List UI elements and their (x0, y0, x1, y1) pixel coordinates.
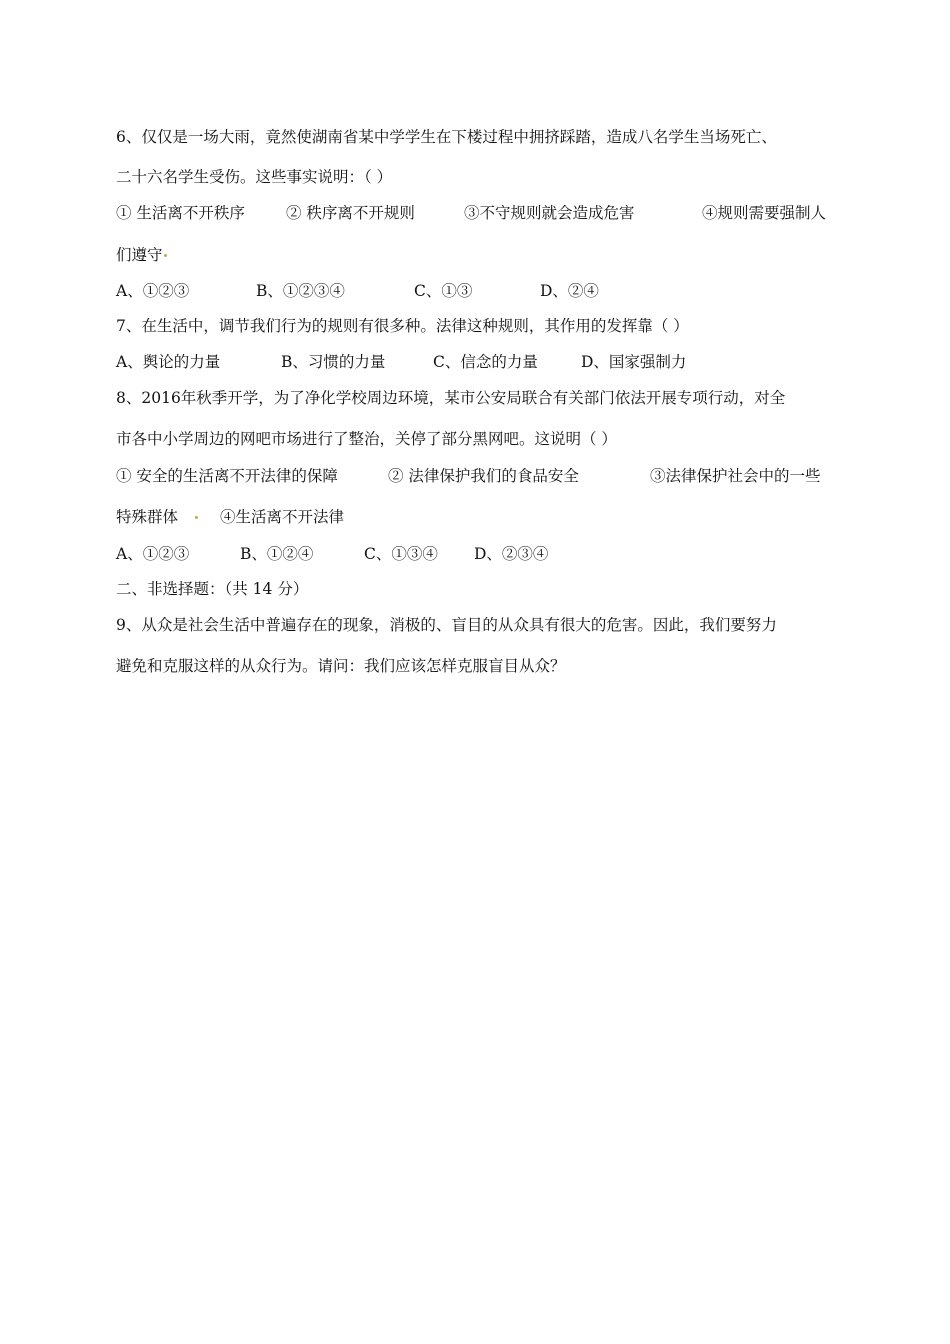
q7-options-row (116, 351, 838, 373)
q8-option-c: C、①③④ (364, 545, 438, 563)
q6-stem-text-2: 二十六名学生受伤。这些事实说明：（ ） (116, 168, 393, 186)
q9-stem-line2 (116, 655, 838, 677)
q7-stem-line (116, 315, 838, 337)
q6-statement-1: ① 生活离不开秩序 (116, 204, 245, 222)
q6-option-d: D、②④ (540, 282, 599, 300)
q6-stem-text-1: 6、仅仅是一场大雨，竟然使湖南省某中学学生在下楼过程中拥挤踩踏，造成八名学生当场死亡、 (116, 128, 777, 146)
q7-option-c: C、信念的力量 (433, 353, 538, 371)
q8-stem-text-2: 市各中小学周边的网吧市场进行了整治，关停了部分黑网吧。这说明（ ） (116, 430, 617, 448)
q7-option-d: D、国家强制力 (581, 353, 687, 371)
q6-statement-2: ② 秩序离不开规则 (286, 204, 415, 222)
q8-statements-row2 (116, 506, 838, 528)
q6-statements-row2 (116, 244, 838, 266)
q6-stem-line2 (116, 166, 838, 188)
q8-statements-row (116, 465, 838, 487)
q8-stem-line1 (116, 387, 838, 409)
q9-stem-text-2: 避免和克服这样的从众行为。请问：我们应该怎样克服盲目从众？ (116, 657, 566, 675)
q8-statement-3-part1: ③法律保护社会中的一些 (650, 467, 821, 485)
q8-stem-text-1: 8、2016年秋季开学，为了净化学校周边环境，某市公安局联合有关部门依法开展专项行动，对全 (116, 389, 786, 407)
q7-option-b: B、习惯的力量 (281, 353, 386, 371)
q6-option-a: A、①②③ (116, 282, 190, 300)
q9-stem-text-1: 9、从众是社会生活中普遍存在的现象，消极的、盲目的从众具有很大的危害。因此，我们要努力 (116, 616, 777, 634)
q8-option-b: B、①②④ (240, 545, 314, 563)
q6-option-b: B、①②③④ (256, 282, 345, 300)
q9-stem-line1 (116, 614, 838, 636)
section2-heading-text: 二、非选择题：（共 14 分） (116, 580, 309, 598)
q6-statements-row (116, 202, 838, 224)
q8-statement-3-part2: 特殊群体 (116, 508, 179, 526)
stray-dot-mark (164, 254, 167, 257)
q6-statement-3: ③不守规则就会造成危害 (464, 204, 635, 222)
q6-option-c: C、①③ (414, 282, 473, 300)
q6-options-row (116, 280, 838, 302)
q6-statement-4-part2: 们遵守 (116, 246, 163, 264)
q8-option-d: D、②③④ (474, 545, 549, 563)
q8-options-row (116, 543, 838, 565)
stray-dot-mark-2 (195, 516, 198, 519)
q6-statement-4-part1: ④规则需要强制人 (702, 204, 827, 222)
q8-statement-4: ④生活离不开法律 (220, 508, 345, 526)
q8-option-a: A、①②③ (116, 545, 190, 563)
q8-statement-1: ① 安全的生活离不开法律的保障 (116, 467, 338, 485)
q7-option-a: A、舆论的力量 (116, 353, 221, 371)
q6-stem-line1 (116, 126, 838, 148)
q8-statement-2: ② 法律保护我们的食品安全 (388, 467, 579, 485)
section2-heading (116, 578, 838, 600)
q7-stem-text: 7、在生活中，调节我们行为的规则有很多种。法律这种规则，其作用的发挥靠（ ） (116, 317, 689, 335)
q8-stem-line2 (116, 428, 838, 450)
